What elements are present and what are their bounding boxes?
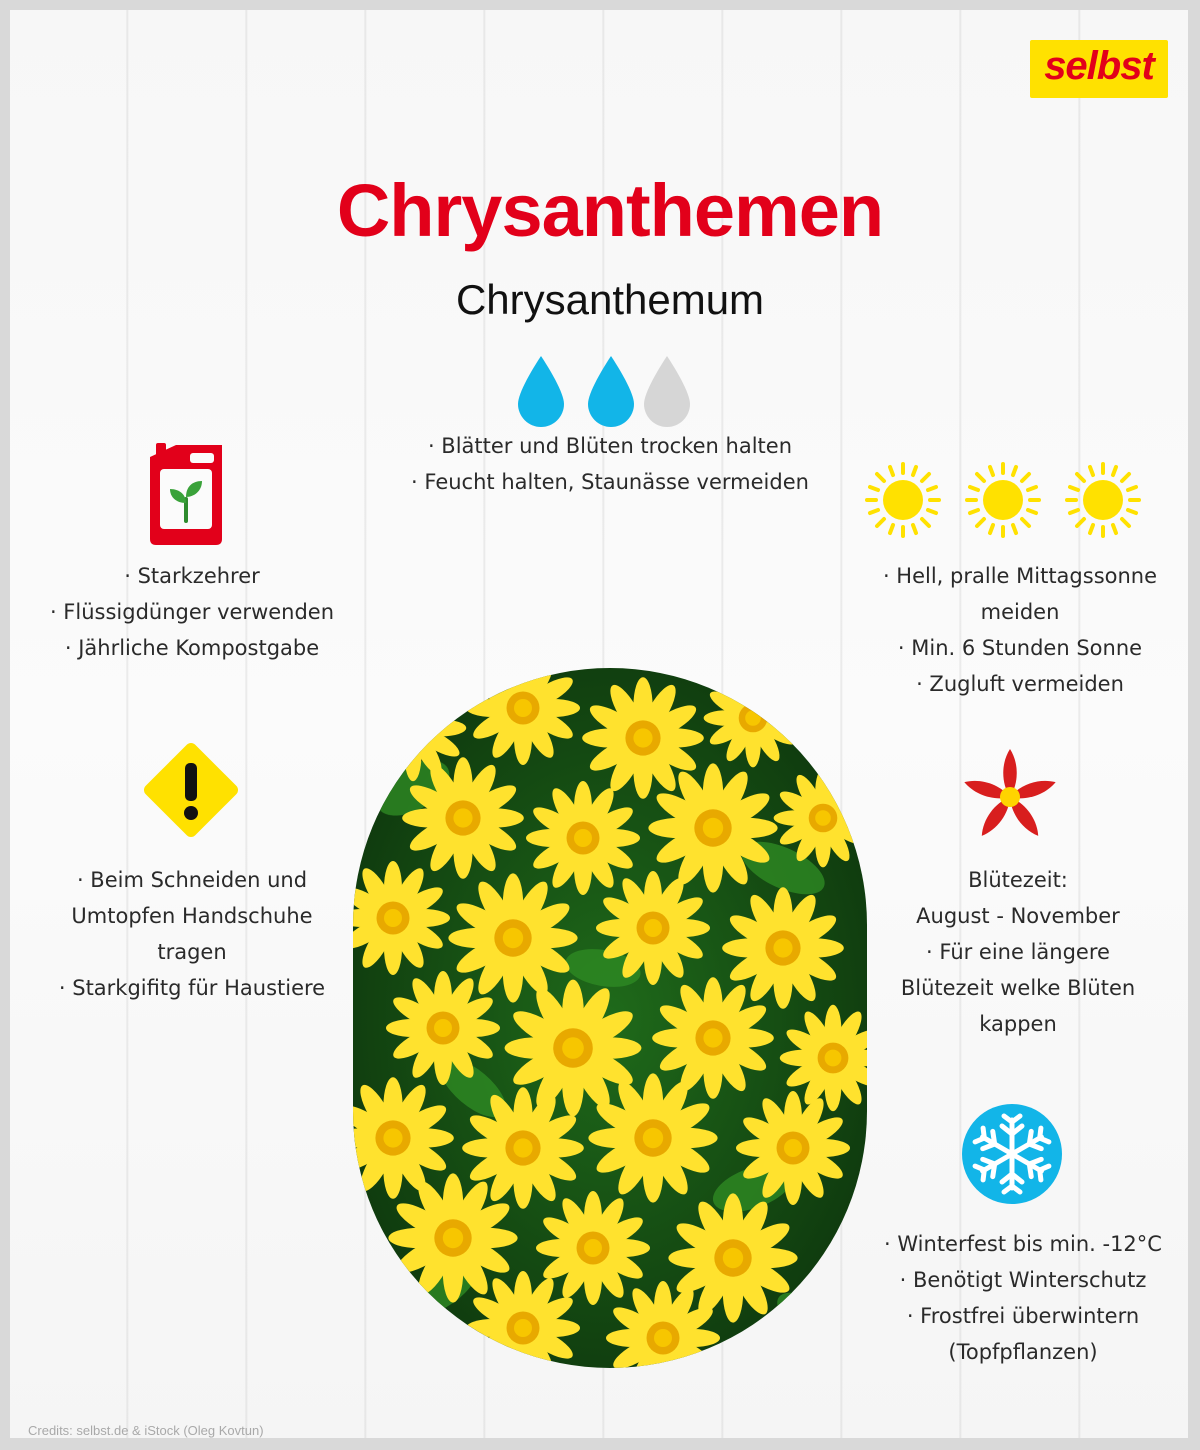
- credits-text: Credits: selbst.de & iStock (Oleg Kovtun): [28, 1423, 264, 1438]
- water-line: · Blätter und Blüten trocken halten: [427, 434, 793, 458]
- infographic-card: [10, 10, 1188, 1438]
- warning-sign-icon: [136, 735, 246, 845]
- sun-icon: [1067, 464, 1139, 536]
- sun-level-indicator: [860, 460, 1150, 540]
- bloom-line: Blütezeit:: [968, 868, 1068, 892]
- warning-line: · Starkgifitg für Haustiere: [58, 976, 326, 1000]
- sun-line: · Zugluft vermeiden: [916, 672, 1124, 696]
- water-text: [350, 428, 870, 500]
- fertilizer-canister-icon: [146, 435, 226, 550]
- chrysanthemum-photo: [353, 668, 867, 1368]
- sun-line: · Min. 6 Stunden Sonne: [897, 636, 1143, 660]
- page-subtitle: Chrysanthemum: [455, 276, 765, 323]
- sun-text: [855, 558, 1185, 702]
- water-drop-icon: [518, 356, 564, 427]
- fertilizer-line: · Jährliche Kompostgabe: [64, 636, 320, 660]
- sun-line: meiden: [980, 600, 1060, 624]
- winter-line: · Winterfest bis min. -12°C: [884, 1232, 1162, 1256]
- selbst-logo[interactable]: [1030, 40, 1168, 98]
- water-line: · Feucht halten, Staunässe vermeiden: [411, 470, 809, 494]
- warning-line: · Beim Schneiden und: [76, 868, 308, 892]
- fertilizer-text: [22, 558, 362, 666]
- warning-line: Umtopfen Handschuhe: [71, 904, 313, 928]
- winter-text: [868, 1226, 1178, 1370]
- warning-line: tragen: [157, 940, 227, 964]
- bloom-line: August - November: [916, 904, 1120, 928]
- sun-icon: [867, 464, 939, 536]
- flower-icon: [955, 745, 1065, 850]
- bloom-line: Blütezeit welke Blüten: [900, 976, 1136, 1000]
- fertilizer-line: · Flüssigdünger verwenden: [49, 600, 335, 624]
- fertilizer-line: · Starkzehrer: [124, 564, 260, 588]
- sun-line: · Hell, pralle Mittagssonne: [882, 564, 1158, 588]
- bloom-line: · Für eine längere: [926, 940, 1110, 964]
- water-drop-icon: [644, 356, 690, 427]
- winter-line: · Frostfrei überwintern: [906, 1304, 1140, 1328]
- winter-line: · Benötigt Winterschutz: [899, 1268, 1147, 1292]
- page-title: Chrysanthemen: [336, 169, 884, 252]
- logo-text: selbst: [1044, 44, 1154, 88]
- water-drop-icon: [588, 356, 634, 427]
- sun-icon: [967, 464, 1039, 536]
- winter-line: (Topfpflanzen): [948, 1340, 1098, 1364]
- water-level-indicator: [510, 348, 710, 428]
- snowflake-icon: [960, 1102, 1064, 1206]
- warning-text: [22, 862, 362, 1006]
- bloom-line: kappen: [979, 1012, 1057, 1036]
- bloom-text: [858, 862, 1178, 1042]
